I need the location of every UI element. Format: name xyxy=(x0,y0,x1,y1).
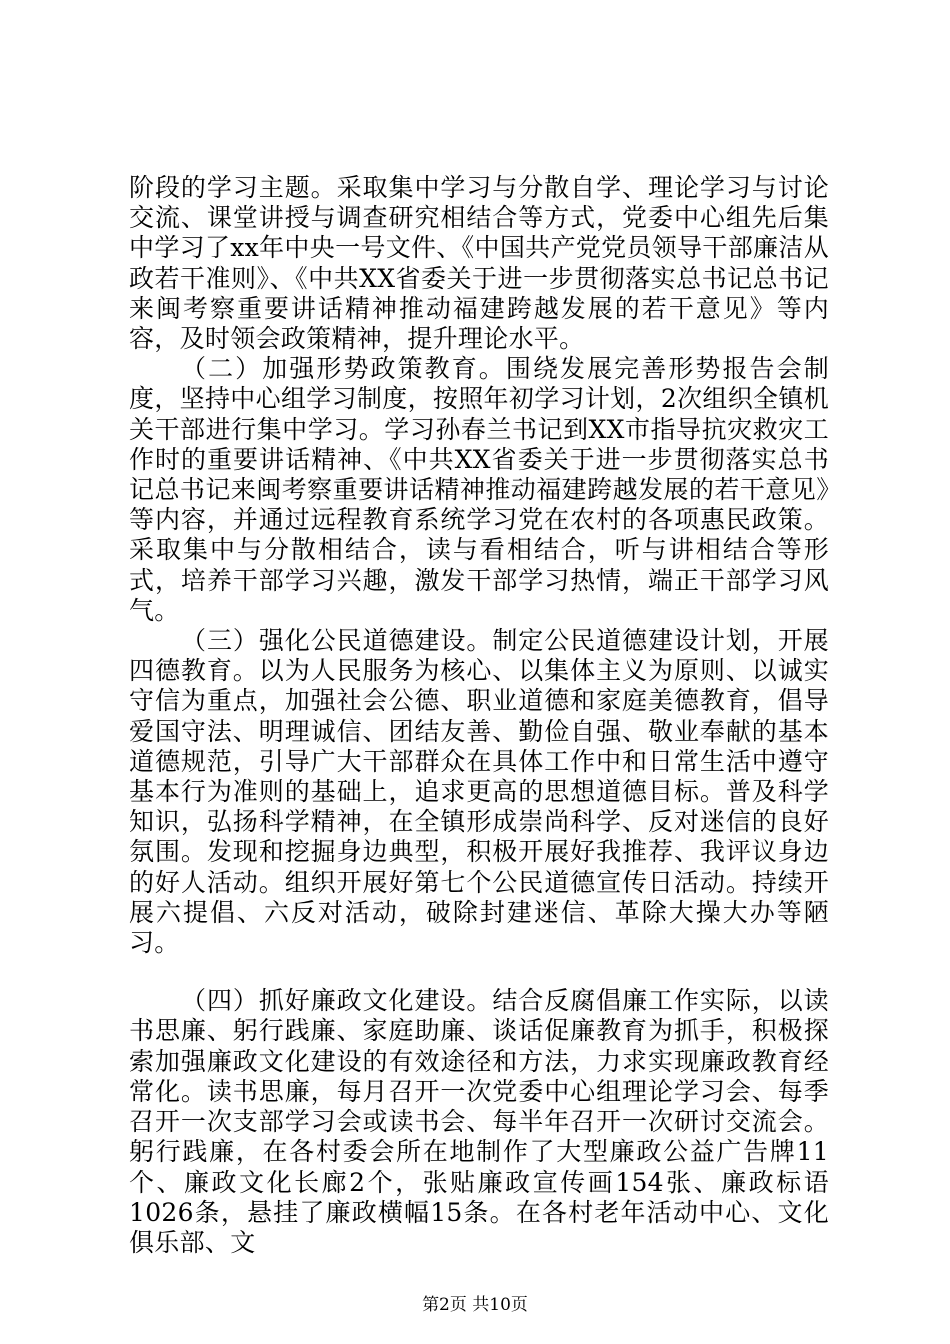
paragraph-continuation: 阶段的学习主题。采取集中学习与分散自学、理论学习与讨论交流、课堂讲授与调查研究相结合等方式，党委中心组先后集中学习了xx年中央一号文件、《中国共产党党员领导干部廉洁从政若干准则》、《中共XX省委关于进一步贯彻落实总书记总书记来闽考察重要讲话精神推动福建跨越发展的若干意见》等内容，及时领会政策精神，提升理论水平。 xyxy=(129,173,829,354)
paragraph-section-3: （三）强化公民道德建设。制定公民道德建设计划，开展四德教育。以为人民服务为核心、以集体主义为原则、以诚实守信为重点，加强社会公德、职业道德和家庭美德教育，倡导爱国守法、明理诚信、团结友善、勤俭自强、敬业奉献的基本道德规范，引导广大干部群众在具体工作中和日常生活中遵守基本行为准则的基础上，追求更高的思想道德目标。普及科学知识，弘扬科学精神，在全镇形成崇尚科学、反对迷信的良好氛围。发现和挖掘身边典型，积极开展好我推荐、我评议身边的好人活动。组织开展好第七个公民道德宣传日活动。持续开展六提倡、六反对活动，破除封建迷信、革除大操大办等陋习。 xyxy=(129,626,829,958)
paragraph-section-4: （四）抓好廉政文化建设。结合反腐倡廉工作实际，以读书思廉、躬行践廉、家庭助廉、谈话促廉教育为抓手，积极探索加强廉政文化建设的有效途径和方法，力求实现廉政教育经常化。读书思廉，每月召开一次党委中心组理论学习会、每季召开一次支部学习会或读书会、每半年召开一次研讨交流会。躬行践廉，在各村委会所在地制作了大型廉政公益广告牌11个、廉政文化长廊2个，张贴廉政宣传画154张、廉政标语1026条，悬挂了廉政横幅15条。在各村老年活动中心、文化俱乐部、文 xyxy=(129,986,829,1257)
paragraph-section-2: （二）加强形势政策教育。围绕发展完善形势报告会制度，坚持中心组学习制度，按照年初学习计划，2次组织全镇机关干部进行集中学习。学习孙春兰书记到XX市指导抗灾救灾工作时的重要讲话精神、《中共XX省委关于进一步贯彻落实总书记总书记来闽考察重要讲话精神推动福建跨越发展的若干意见》等内容，并通过远程教育系统学习党在农村的各项惠民政策。采取集中与分散相结合，读与看相结合，听与讲相结合等形式，培养干部学习兴趣，激发干部学习热情，端正干部学习风气。 xyxy=(129,354,829,625)
document-body xyxy=(129,173,829,1258)
page-footer: 第2页 共10页 xyxy=(422,1295,528,1315)
